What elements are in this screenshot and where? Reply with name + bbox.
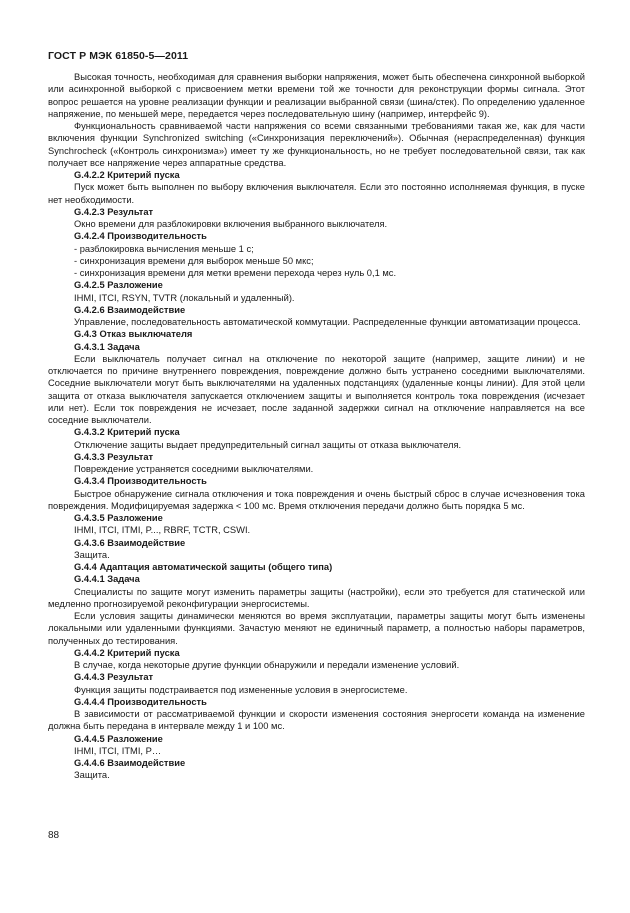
paragraph: Если выключатель получает сигнал на отключение по некоторой защите (например, защите линии) и не отключается по причине внутреннего повреждения, повреждение должно быть устранено соседними выключателями. Соседние выключатели могут быть выключателями на удаленных подстанциях (удаленные концы линии). Для этой цели защита от отказа выключателя запускается отключением защиты и выполняется контроль тока повреждения (исчезает или нет). Если ток повреждения не исчезает, после заданной задержки сигнал на отключение направляется на все соседние выключатели. [48, 353, 585, 425]
section-heading: G.4.4.1 Задача [74, 574, 140, 585]
section-heading: G.4.4.3 Результат [74, 672, 154, 683]
section-heading: G.4.2.3 Результат [74, 206, 154, 217]
section-heading: G.4.3.2 Критерий пуска [74, 427, 180, 438]
paragraph: Высокая точность, необходимая для сравнения выборки напряжения, может быть обеспечена синхронной выборкой или асинхронной выборкой с присвоением метки времени той же точности для реконструкции формы сигнала. Этот вопрос решается на уровне реализации функции и реализации выбранной связи (шина/стек). По определению удаленное напряжение, по меньшей мере, передается через последовательную шину (например, интерфейс 9). [48, 72, 585, 119]
paragraph: IHMI, ITCI, ITMI, P… [74, 745, 162, 756]
document-header: ГОСТ Р МЭК 61850-5—2011 [48, 50, 189, 62]
section-heading: G.4.2.6 Взаимодействие [74, 304, 186, 315]
section-heading: G.4.2.5 Разложение [74, 280, 163, 291]
list-item: - синхронизация времени для выборок меньше 50 мкс; [74, 255, 314, 266]
paragraph: Быстрое обнаружение сигнала отключения и тока повреждения и очень быстрый сброс в случае исчезновения тока повреждения. Модифицируемая задержка < 100 мс. Время отключения передачи должно быть порядка 5 мс. [48, 488, 585, 511]
paragraph: Специалисты по защите могут изменить параметры защиты (настройки), если это требуется для статической или медленно прогнозируемой реконфигурации энергосистемы. [48, 586, 585, 609]
section-heading: G.4.4.4 Производительность [74, 696, 207, 707]
section-heading: G.4.4.5 Разложение [74, 733, 163, 744]
paragraph: Защита. [74, 770, 110, 781]
section-heading: G.4.4 Адаптация автоматической защиты (общего типа) [74, 562, 333, 572]
paragraph: IHMI, ITCI, ITMI, P..., RBRF, TCTR, CSWI. [74, 525, 251, 536]
section-heading: G.4.3.6 Взаимодействие [74, 537, 186, 548]
page-number: 88 [48, 830, 60, 841]
list-item: - синхронизация времени для метки времени перехода через нуль 0,1 мс. [74, 268, 397, 278]
section-heading: G.4.2.2 Критерий пуска [74, 170, 180, 180]
section-heading: G.4.3.4 Производительность [74, 476, 207, 487]
paragraph: Если условия защиты динамически меняются во время эксплуатации, параметры защиты могут быть изменены локальными или удаленными функциями. Зачастую меняют не единичный параметр, а полностью наборы параметров, полученных до тестирования. [48, 611, 585, 646]
paragraph: Управление, последовательность автоматической коммутации. Распределенные функции автоматизации процесса. [74, 317, 581, 327]
section-heading: G.4.4.6 Взаимодействие [74, 758, 186, 768]
paragraph: Функциональность сравниваемой части напряжения со всеми связанными требованиями такая же, как для части включения функции Synchronized switching («Синхронизация переключений»). Обычная (нераспределенная) функция Synchrocheck («Контроль синхронизма») имеет ту же функциональность, но не требует последовательной связи, так как получает все напряжение через аппаратные средства. [48, 121, 585, 168]
paragraph: Окно времени для разблокировки включения выбранного выключателя. [74, 219, 388, 229]
document-body [48, 71, 585, 782]
section-heading: G.4.4.2 Критерий пуска [74, 647, 180, 658]
list-item: - разблокировка вычисления меньше 1 с; [74, 243, 254, 254]
paragraph: Пуск может быть выполнен по выбору включения выключателя. Если это постоянно исполняемая функция, в пуске нет необходимости. [48, 182, 585, 205]
section-heading: G.4.3.3 Результат [74, 451, 154, 462]
section-heading: G.4.3.5 Разложение [74, 513, 163, 523]
section-heading: G.4.3.1 Задача [74, 341, 140, 352]
paragraph: Отключение защиты выдает предупредительный сигнал защиты от отказа выключателя. [74, 439, 462, 450]
paragraph: Функция защиты подстраивается под измененные условия в энергосистеме. [74, 684, 408, 695]
paragraph: Защита. [74, 549, 110, 560]
paragraph: IHMI, ITCI, RSYN, TVTR (локальный и удаленный). [74, 292, 295, 303]
paragraph: Повреждение устраняется соседними выключателями. [74, 464, 314, 474]
paragraph: В зависимости от рассматриваемой функции и скорости изменения состояния энергосети команда на изменение должна быть передана в интервале между 1 и 100 мс. [48, 709, 585, 732]
section-heading: G.4.2.4 Производительность [74, 231, 207, 242]
paragraph: В случае, когда некоторые другие функции обнаружили и передали изменение условий. [74, 660, 460, 670]
section-heading: G.4.3 Отказ выключателя [74, 329, 193, 340]
